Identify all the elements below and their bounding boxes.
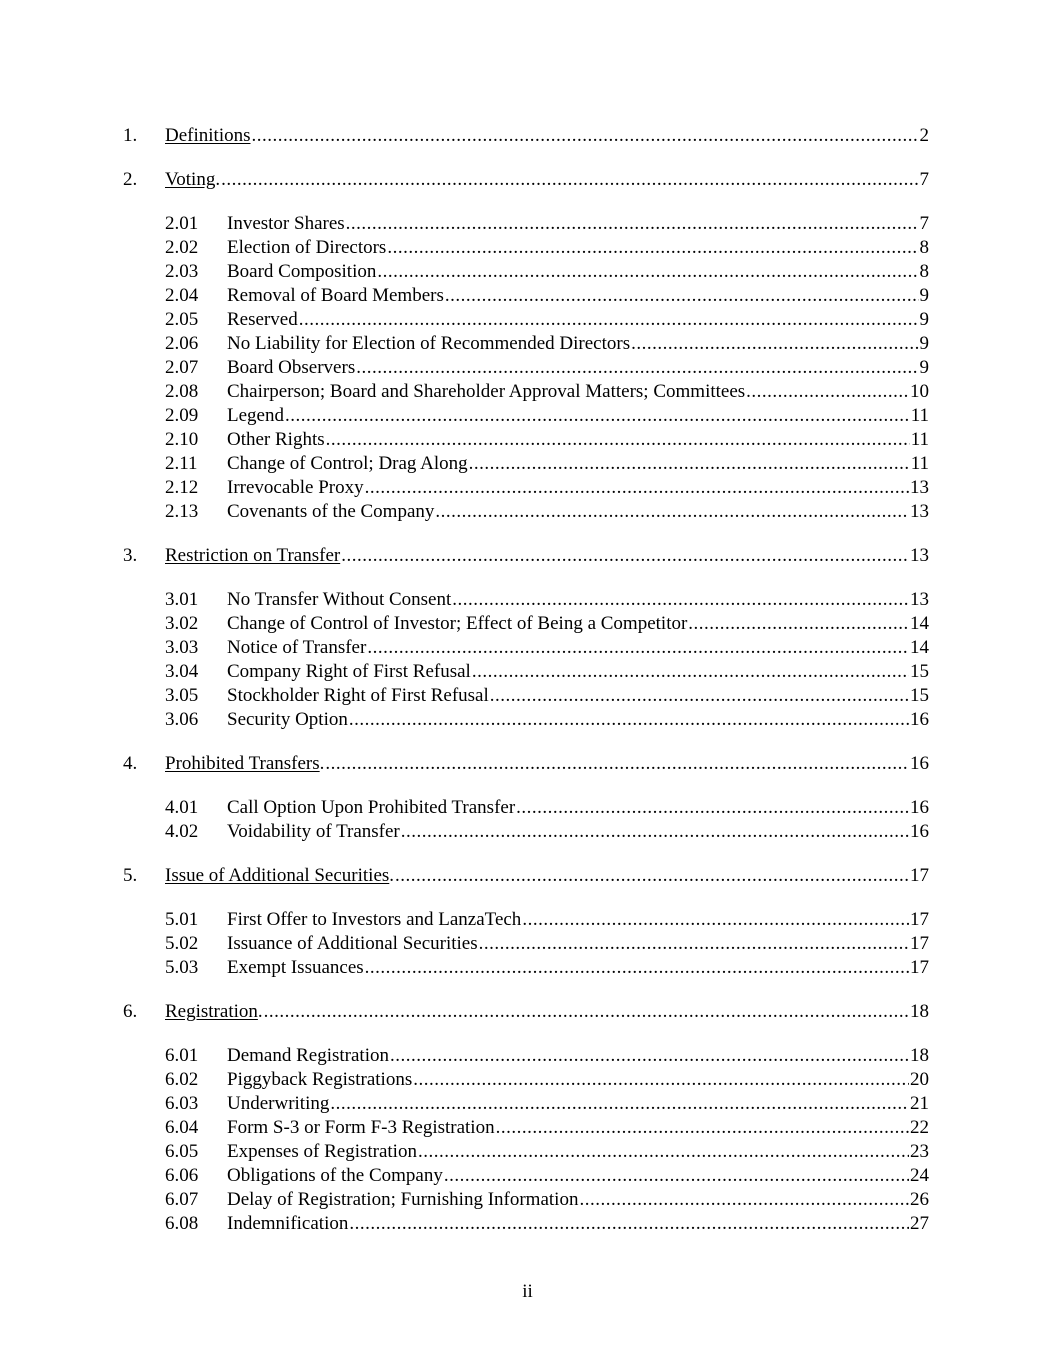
toc-subsection-row: [0, 820, 1055, 844]
subsection-number: 2.11: [165, 453, 198, 474]
dot-leader: [688, 612, 909, 636]
dot-leader: [746, 380, 909, 404]
subsection-number: 2.01: [165, 213, 199, 234]
toc-subsection-row: [0, 684, 1055, 708]
subsection-title-link[interactable]: No Transfer Without Consent: [227, 589, 452, 610]
subsection-number: 6.05: [165, 1141, 199, 1162]
page-ref: 22: [910, 1117, 929, 1138]
subsection-title-link[interactable]: Change of Control; Drag Along: [227, 453, 468, 474]
subsection-title-link[interactable]: Board Composition: [227, 261, 377, 282]
entry-line: [227, 1068, 929, 1092]
entry-line: [227, 636, 929, 660]
subsection-title-link[interactable]: Underwriting: [227, 1093, 330, 1114]
entry-line: [227, 1212, 929, 1236]
page-ref: 10: [910, 381, 929, 402]
entry-line: [227, 956, 929, 980]
page-ref: 15: [910, 685, 929, 706]
section-title-link[interactable]: Prohibited Transfers: [165, 753, 320, 774]
subsection-number: 2.09: [165, 405, 199, 426]
page-ref: 13: [910, 477, 929, 498]
page-ref: 18: [910, 1001, 929, 1022]
page-ref: 18: [910, 1045, 929, 1066]
entry-line: [165, 544, 929, 568]
subsection-number: 5.01: [165, 909, 199, 930]
subsection-title-link[interactable]: Voidability of Transfer: [227, 821, 400, 842]
dot-leader: [365, 476, 909, 500]
toc-subsection-row: [0, 1164, 1055, 1188]
entry-line: [165, 864, 929, 888]
page-ref: 9: [919, 285, 929, 306]
dot-leader: [401, 820, 909, 844]
toc-subsection-row: [0, 284, 1055, 308]
subsection-number: 2.06: [165, 333, 199, 354]
subsection-number: 6.06: [165, 1165, 199, 1186]
page-ref: 17: [910, 909, 929, 930]
title-punctuation: .: [215, 169, 221, 190]
subsection-title-link[interactable]: Piggyback Registrations: [227, 1069, 413, 1090]
toc-subsection-row: [0, 1188, 1055, 1212]
subsection-number: 2.07: [165, 357, 199, 378]
subsection-title-link[interactable]: Demand Registration: [227, 1045, 389, 1066]
dot-leader: [496, 1116, 909, 1140]
dot-leader: [445, 284, 919, 308]
dot-leader: [349, 1212, 909, 1236]
toc-subsection-row: [0, 956, 1055, 980]
entry-line: [227, 212, 929, 236]
subsection-number: 4.02: [165, 821, 199, 842]
page-ref: 17: [910, 933, 929, 954]
subsection-number: 4.01: [165, 797, 199, 818]
entry-line: [227, 1044, 929, 1068]
subsection-title-link[interactable]: Exempt Issuances: [227, 957, 364, 978]
page-ref: 20: [910, 1069, 929, 1090]
dot-leader: [516, 796, 909, 820]
dot-leader: [341, 544, 909, 568]
subsection-number: 5.03: [165, 957, 199, 978]
subsection-number: 6.04: [165, 1117, 199, 1138]
entry-line: [227, 1116, 929, 1140]
entry-line: [165, 124, 929, 148]
toc-subsection-row: [0, 1212, 1055, 1236]
dot-leader: [522, 908, 909, 932]
page-ref: 17: [910, 865, 929, 886]
entry-line: [227, 588, 929, 612]
entry-line: [227, 476, 929, 500]
toc-section-row: [0, 752, 1055, 776]
dot-leader: [330, 1092, 909, 1116]
entry-line: [227, 612, 929, 636]
page-ref: 11: [910, 405, 929, 426]
toc-subsection-row: [0, 796, 1055, 820]
subsection-number: 3.04: [165, 661, 199, 682]
section-number: 2.: [123, 169, 138, 190]
subsection-number: 3.05: [165, 685, 199, 706]
subsection-title-link[interactable]: Removal of Board Members: [227, 285, 444, 306]
dot-leader: [252, 124, 919, 148]
entry-line: [165, 752, 929, 776]
toc-section-row: [0, 1000, 1055, 1024]
dot-leader: [479, 932, 909, 956]
entry-line: [227, 500, 929, 524]
subsection-number: 5.02: [165, 933, 199, 954]
subsection-title-link[interactable]: Stockholder Right of First Refusal: [227, 685, 489, 706]
subsection-number: 2.03: [165, 261, 199, 282]
page-ref: 2: [919, 125, 929, 146]
subsection-title-link[interactable]: Irrevocable Proxy: [227, 477, 364, 498]
page-ref: 8: [919, 237, 929, 258]
dot-leader: [221, 168, 918, 192]
toc-subsection-row: [0, 476, 1055, 500]
subsection-title-link[interactable]: Legend: [227, 405, 284, 426]
toc-section-row: [0, 544, 1055, 568]
entry-line: [227, 404, 929, 428]
entry-line: [227, 796, 929, 820]
toc-subsection-row: [0, 636, 1055, 660]
dot-leader: [469, 452, 910, 476]
subsection-number: 2.10: [165, 429, 199, 450]
subsection-title-link[interactable]: Election of Directors: [227, 237, 387, 258]
entry-line: [227, 660, 929, 684]
toc-subsection-row: [0, 404, 1055, 428]
dot-leader: [418, 1140, 909, 1164]
page-ref: 11: [910, 453, 929, 474]
entry-line: [227, 308, 929, 332]
section-title-link[interactable]: Registration: [165, 1001, 258, 1022]
entry-line: [227, 932, 929, 956]
entry-line: [165, 168, 929, 192]
toc-subsection-row: [0, 1068, 1055, 1092]
subsection-number: 3.01: [165, 589, 199, 610]
toc-subsection-row: [0, 1116, 1055, 1140]
toc-subsection-row: [0, 380, 1055, 404]
subsection-title-link[interactable]: Reserved: [227, 309, 298, 330]
toc-subsection-row: [0, 588, 1055, 612]
subsection-number: 6.08: [165, 1213, 199, 1234]
subsection-title-link[interactable]: Issuance of Additional Securities: [227, 933, 478, 954]
toc-subsection-row: [0, 660, 1055, 684]
toc-subsection-row: [0, 500, 1055, 524]
subsection-title-link[interactable]: Change of Control of Investor; Effect of Being a Competitor: [227, 613, 688, 634]
subsection-number: 3.03: [165, 637, 199, 658]
page-ref: 14: [910, 613, 929, 634]
dot-leader: [346, 212, 919, 236]
entry-line: [227, 820, 929, 844]
toc-subsection-row: [0, 236, 1055, 260]
section-number: 6.: [123, 1001, 138, 1022]
section-title-link[interactable]: Issue of Additional Securities: [165, 865, 390, 886]
toc-subsection-row: [0, 452, 1055, 476]
section-number: 4.: [123, 753, 138, 774]
dot-leader: [387, 236, 918, 260]
entry-line: [227, 380, 929, 404]
entry-line: [227, 684, 929, 708]
toc-section-row: [0, 864, 1055, 888]
title-punctuation: .: [389, 865, 395, 886]
entry-line: [227, 1188, 929, 1212]
subsection-number: 3.02: [165, 613, 199, 634]
entry-line: [227, 284, 929, 308]
subsection-title-link[interactable]: Security Option: [227, 709, 348, 730]
toc-subsection-row: [0, 428, 1055, 452]
dot-leader: [472, 660, 909, 684]
toc-subsection-row: [0, 260, 1055, 284]
toc-subsection-row: [0, 908, 1055, 932]
dot-leader: [325, 752, 909, 776]
entry-line: [227, 236, 929, 260]
section-title-link[interactable]: Voting: [165, 169, 216, 190]
entry-line: [227, 708, 929, 732]
page-ref: 27: [910, 1213, 929, 1234]
subsection-title-link[interactable]: Chairperson; Board and Shareholder Approval Matters; Committees: [227, 381, 746, 402]
toc-subsection-row: [0, 612, 1055, 636]
toc-subsection-row: [0, 308, 1055, 332]
page-ref: 13: [910, 501, 929, 522]
dot-leader: [444, 1164, 909, 1188]
dot-leader: [299, 308, 919, 332]
subsection-title-link[interactable]: Investor Shares: [227, 213, 345, 234]
subsection-title-link[interactable]: Covenants of the Company: [227, 501, 435, 522]
toc-section-row: [0, 168, 1055, 192]
dot-leader: [490, 684, 909, 708]
page-ref: 26: [910, 1189, 929, 1210]
section-title-link[interactable]: Restriction on Transfer: [165, 545, 341, 566]
subsection-number: 2.12: [165, 477, 199, 498]
dot-leader: [579, 1188, 909, 1212]
table-of-contents: [0, 124, 1055, 1236]
dot-leader: [367, 636, 909, 660]
page-ref: 15: [910, 661, 929, 682]
entry-line: [227, 1164, 929, 1188]
subsection-title-link[interactable]: First Offer to Investors and LanzaTech: [227, 909, 522, 930]
dot-leader: [285, 404, 910, 428]
page-ref: 7: [919, 169, 929, 190]
page-ref: 24: [910, 1165, 929, 1186]
dot-leader: [631, 332, 918, 356]
page-ref: 23: [910, 1141, 929, 1162]
subsection-title-link[interactable]: Call Option Upon Prohibited Transfer: [227, 797, 516, 818]
page-ref: 16: [910, 753, 929, 774]
dot-leader: [413, 1068, 909, 1092]
subsection-number: 2.08: [165, 381, 199, 402]
subsection-title-link[interactable]: Obligations of the Company: [227, 1165, 443, 1186]
subsection-title-link[interactable]: Expenses of Registration: [227, 1141, 417, 1162]
dot-leader: [365, 956, 909, 980]
entry-line: [227, 260, 929, 284]
toc-subsection-row: [0, 332, 1055, 356]
subsection-title-link[interactable]: Indemnification: [227, 1213, 349, 1234]
toc-subsection-row: [0, 1140, 1055, 1164]
subsection-number: 2.02: [165, 237, 199, 258]
subsection-number: 6.03: [165, 1093, 199, 1114]
page-ref: 9: [919, 309, 929, 330]
dot-leader: [349, 708, 909, 732]
entry-line: [165, 1000, 929, 1024]
section-number: 5.: [123, 865, 138, 886]
title-punctuation: .: [319, 753, 325, 774]
subsection-title-link[interactable]: Notice of Transfer: [227, 637, 367, 658]
subsection-title-link[interactable]: No Liability for Election of Recommended Directors: [227, 333, 631, 354]
subsection-number: 6.02: [165, 1069, 199, 1090]
section-number: 1.: [123, 125, 138, 146]
page-ref: 13: [910, 545, 929, 566]
subsection-number: 2.13: [165, 501, 199, 522]
page-ref: 16: [910, 797, 929, 818]
entry-line: [227, 428, 929, 452]
toc-subsection-row: [0, 1092, 1055, 1116]
toc-section-row: [0, 124, 1055, 148]
page-ref: 16: [910, 709, 929, 730]
subsection-number: 2.04: [165, 285, 199, 306]
page-ref: 13: [910, 589, 929, 610]
page-ref: 16: [910, 821, 929, 842]
subsection-title-link[interactable]: Delay of Registration; Furnishing Information: [227, 1189, 579, 1210]
page-ref: 21: [910, 1093, 929, 1114]
page-number: ii: [522, 1281, 533, 1302]
dot-leader: [326, 428, 910, 452]
dot-leader: [435, 500, 909, 524]
toc-subsection-row: [0, 932, 1055, 956]
dot-leader: [395, 864, 909, 888]
subsection-number: 6.07: [165, 1189, 199, 1210]
dot-leader: [356, 356, 918, 380]
page-ref: 9: [919, 333, 929, 354]
title-punctuation: .: [257, 1001, 263, 1022]
section-number: 3.: [123, 545, 138, 566]
page-ref: 9: [919, 357, 929, 378]
subsection-number: 2.05: [165, 309, 199, 330]
entry-line: [227, 1140, 929, 1164]
entry-line: [227, 452, 929, 476]
toc-subsection-row: [0, 212, 1055, 236]
entry-line: [227, 332, 929, 356]
subsection-number: 6.01: [165, 1045, 199, 1066]
toc-subsection-row: [0, 708, 1055, 732]
toc-subsection-row: [0, 1044, 1055, 1068]
entry-line: [227, 356, 929, 380]
dot-leader: [377, 260, 918, 284]
toc-subsection-row: [0, 356, 1055, 380]
entry-line: [227, 908, 929, 932]
section-title-link[interactable]: Definitions: [165, 125, 251, 146]
page-ref: 7: [919, 213, 929, 234]
subsection-title-link[interactable]: Company Right of First Refusal: [227, 661, 471, 682]
subsection-number: 3.06: [165, 709, 199, 730]
dot-leader: [390, 1044, 909, 1068]
page-ref: 11: [910, 429, 929, 450]
dot-leader: [264, 1000, 909, 1024]
subsection-title-link[interactable]: Other Rights: [227, 429, 325, 450]
entry-line: [227, 1092, 929, 1116]
page-ref: 17: [910, 957, 929, 978]
dot-leader: [452, 588, 909, 612]
page-ref: 14: [910, 637, 929, 658]
subsection-title-link[interactable]: Form S-3 or Form F-3 Registration: [227, 1117, 495, 1138]
subsection-title-link[interactable]: Board Observers: [227, 357, 356, 378]
page-ref: 8: [919, 261, 929, 282]
